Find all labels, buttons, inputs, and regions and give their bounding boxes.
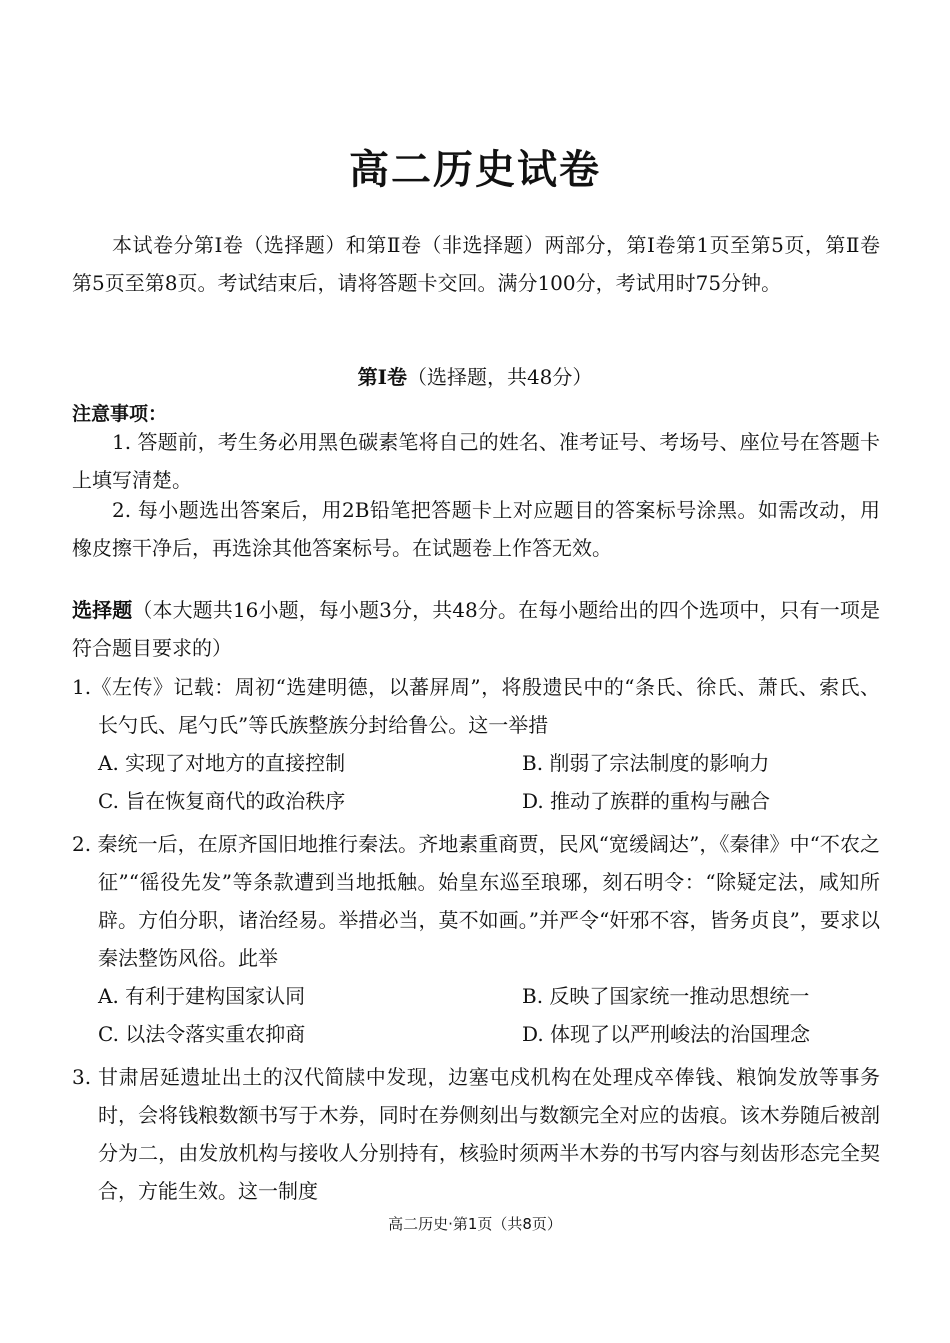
question-stem: 2. 秦统一后，在原齐国旧地推行秦法。齐地素重商贾，民风“宽缓阔达”，《秦律》中“不农之征”“徭役先发”等条款遭到当地抵触。始皇东巡至琅琊，刻石明令：“除疑定法，咸知所辟。方伯分职，诸治经易。举措必当，莫不如画。”并严令“奸邪不容，皆务贞良”，要求以秦法整饬风俗。此举: [72, 832, 880, 970]
notice-title: 注意事项：: [72, 403, 168, 425]
page-footer: 高二历史·第1页（共8页）: [388, 1215, 562, 1233]
section-detail: （选择题，共48分）: [406, 365, 593, 389]
section-label: 第Ⅰ卷: [357, 365, 407, 389]
option-c: C. 旨在恢复商代的政治秩序: [98, 789, 346, 813]
multiple-choice-label: 选择题: [72, 598, 133, 622]
multiple-choice-detail: （本大题共16小题，每小题3分，共48分。在每小题给出的四个选项中，只有一项是符合题目要求的）: [72, 598, 881, 660]
section-heading: [0, 358, 950, 396]
notice-item: 2. 每小题选出答案后，用2B铅笔把答题卡上对应题目的答案标号涂黑。如需改动，用橡皮擦干净后，再选涂其他答案标号。在试题卷上作答无效。: [72, 498, 880, 560]
question-1: [72, 668, 880, 820]
question-stem: 1.《左传》记载：周初“选建明德，以蕃屏周”，将殷遗民中的“条氏、徐氏、萧氏、索氏、长勺氏、尾勺氏”等氏族整族分封给鲁公。这一举措: [72, 675, 880, 737]
question-3: [72, 1058, 880, 1210]
question-stem: 3. 甘肃居延遗址出土的汉代简牍中发现，边塞屯戍机构在处理戍卒俸钱、粮饷发放等事务时，会将钱粮数额书写于木券，同时在券侧刻出与数额完全对应的齿痕。该木券随后被剖分为二，由发放机构与接收人分别持有，核验时须两半木券的书写内容与刻齿形态完全契合，方能生效。这一制度: [72, 1065, 880, 1203]
multiple-choice-heading: [72, 591, 880, 667]
option-a: A. 实现了对地方的直接控制: [98, 751, 346, 775]
exam-instructions: 本试卷分第Ⅰ卷（选择题）和第Ⅱ卷（非选择题）两部分，第Ⅰ卷第1页至第5页，第Ⅱ卷第5页至第8页。考试结束后，请将答题卡交回。满分100分，考试用时75分钟。: [72, 233, 880, 295]
page-title: 高二历史试卷: [349, 146, 601, 193]
option-b: B. 削弱了宗法制度的影响力: [522, 751, 770, 775]
answer-options: [98, 977, 880, 1053]
question-2: [72, 825, 880, 1053]
option-c: C. 以法令落实重农抑商: [98, 1022, 306, 1046]
answer-options: [98, 744, 880, 820]
option-a: A. 有利于建构国家认同: [98, 984, 306, 1008]
option-b: B. 反映了国家统一推动思想统一: [522, 984, 810, 1008]
notice-item: 1. 答题前，考生务必用黑色碳素笔将自己的姓名、准考证号、考场号、座位号在答题卡上填写清楚。: [72, 430, 880, 492]
option-d: D. 推动了族群的重构与融合: [522, 789, 771, 813]
option-d: D. 体现了以严刑峻法的治国理念: [522, 1022, 811, 1046]
